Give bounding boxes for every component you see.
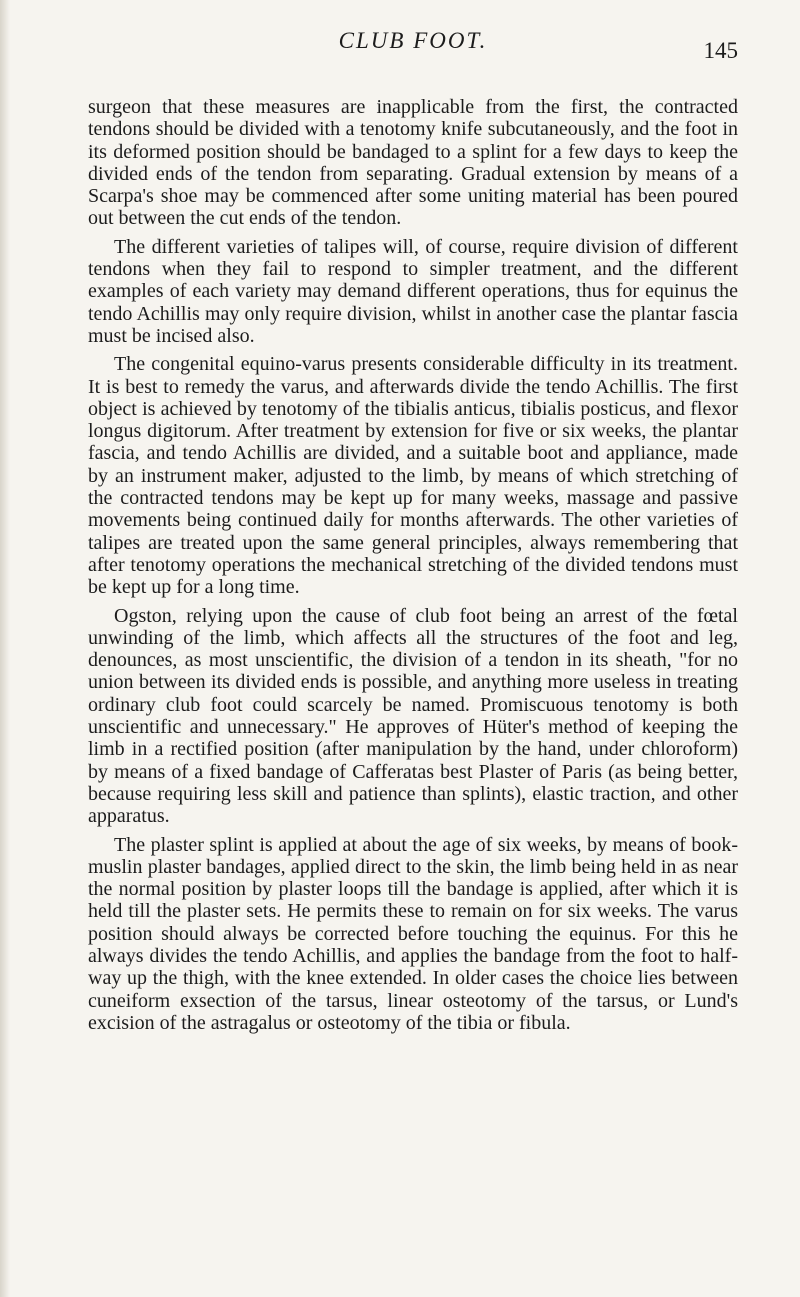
paragraph: The congenital equino-varus presents considerable difficulty in its treatment. It is best to remedy the varus, and afterwards divide the tendo Achillis. The first object is achieved by tenotomy of the tibialis anticus, tibialis posticus, and flexor longus digitorum. After treatment by extension for five or six weeks, the plantar fascia, and tendo Achillis are divided, and a suitable boot and appliance, made by an instrument maker, adjusted to the limb, by means of which stretching of the contracted tendons may be kept up for many weeks, massage and passive movements being continued daily for months afterwards. The other varieties of talipes are treated upon the same general principles, always remembering that after tenotomy operations the mechanical stretching of the divided tendons must be kept up for a long time. [88,353,738,599]
page-body [88,96,738,1034]
paragraph: surgeon that these measures are inapplicable from the first, the contracted tendons should be divided with a tenotomy knife subcutaneously, and the foot in its deformed position should be bandaged to a splint for a few days to keep the divided ends of the tendon from separating. Gradual extension by means of a Scarpa's shoe may be commenced after some uniting material has been poured out between the cut ends of the tendon. [88,96,738,230]
paragraph: The different varieties of talipes will, of course, require division of different tendons when they fail to respond to simpler treatment, and the different examples of each variety may demand different operations, thus for equinus the tendo Achillis may only require division, whilst in another case the plantar fascia must be incised also. [88,235,738,347]
page-edge [0,0,10,1297]
paragraph: Ogston, relying upon the cause of club foot being an arrest of the fœtal unwinding of the limb, which affects all the structures of the foot and leg, denounces, as most unscientific, the division of a tendon in its sheath, "for no union between its divided ends is possible, and anything more useless in treating ordinary club foot could scarcely be named. Promiscuous tenotomy is both unscientific and unnecessary." He approves of Hüter's method of keeping the limb in a rectified position (after manipulation by the hand, under chloroform) by means of a fixed bandage of Cafferatas best Plaster of Paris (as being better, because requiring less skill and patience than splints), elastic traction, and other apparatus. [88,604,738,828]
running-title: CLUB FOOT. [338,28,488,53]
page-number: 145 [703,38,738,63]
paragraph: The plaster splint is applied at about the age of six weeks, by means of book-muslin plaster bandages, applied direct to the skin, the limb being held in as near the normal position by plaster loops till the bandage is applied, after which it is held till the plaster sets. He permits these to remain on for six weeks. The varus position should always be corrected before touching the equinus. For this he always divides the tendo Achillis, and applies the bandage from the foot to half-way up the thigh, with the knee extended. In older cases the choice lies between cuneiform exsection of the tarsus, linear osteotomy of the tarsus, or Lund's excision of the astragalus or osteotomy of the tibia or fibula. [88,833,738,1034]
page-header [88,22,738,72]
